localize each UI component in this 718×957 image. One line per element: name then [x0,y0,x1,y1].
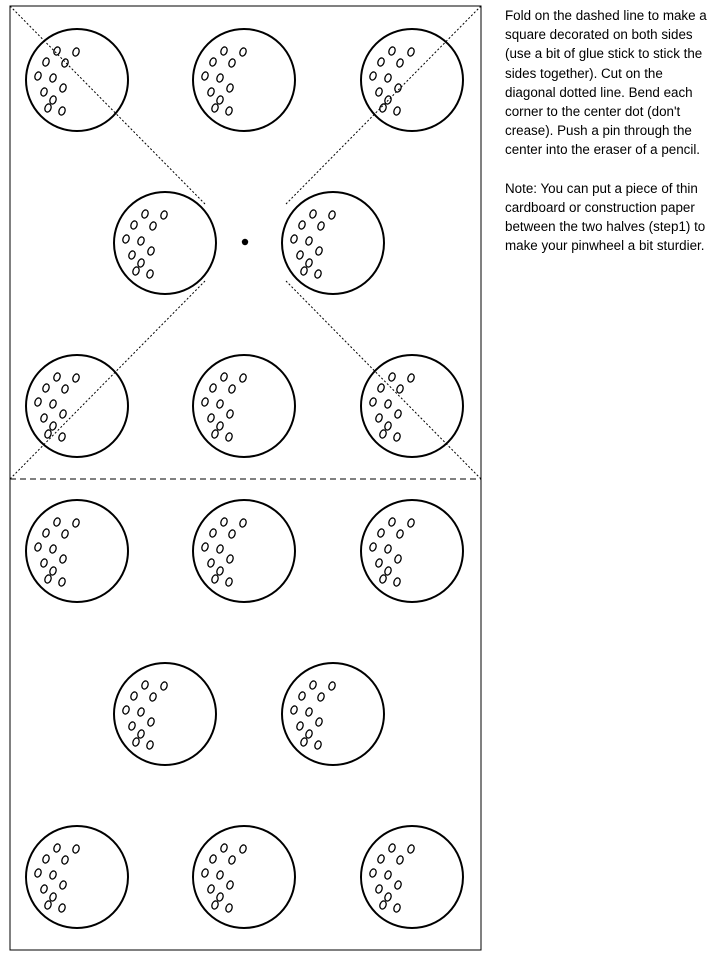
instructions-step-text: Fold on the dashed line to make a square decorated on both sides (use a bit of glue stick to stick the sides together). Cut on the diagonal dotted line. Bend each corner to the center dot (don't crease). Push a pin through the center into the eraser of a pencil. [505,8,707,158]
instructions-panel [505,6,713,274]
center-dot [242,239,248,245]
bottom-half-cookies [26,500,463,928]
sheet-border [10,6,481,950]
instructions-note-text: Note: You can put a piece of thin cardboard or construction paper between the two halves (step1) to make your pinwheel a bit sturdier. [505,180,706,254]
